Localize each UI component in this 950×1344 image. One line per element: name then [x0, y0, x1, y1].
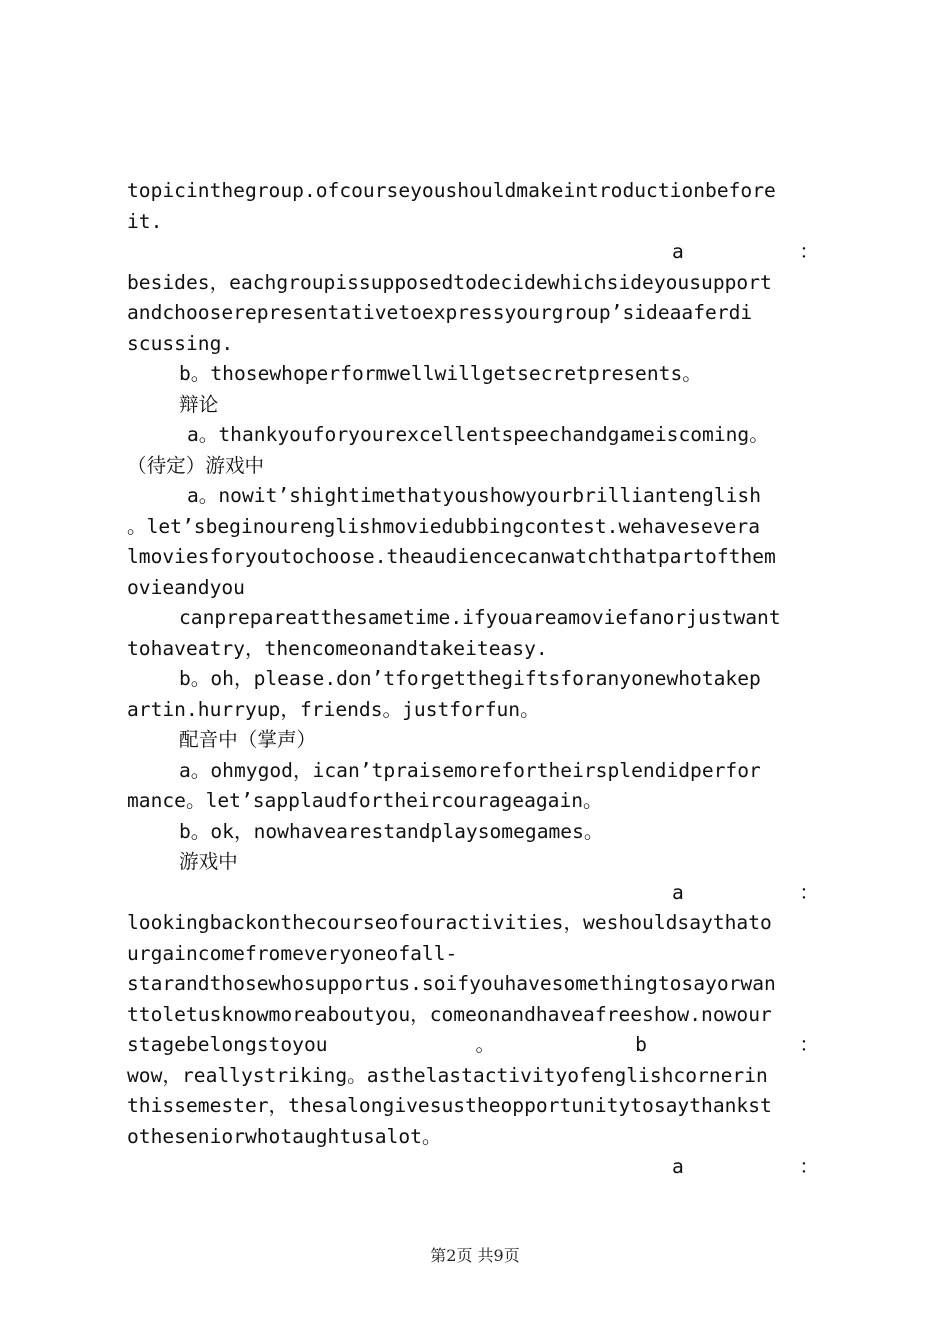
- text-line: b。ok，nowhavearestandplaysomegames。: [179, 819, 604, 843]
- sentence-period: 。: [475, 1033, 496, 1056]
- text-line: scussing.: [127, 331, 234, 355]
- text-line: thissemester，thesalongivesustheopportunitytosaythankst: [127, 1094, 772, 1117]
- text-line: a。ohmygod，ican’tpraisemorefortheirsplendidperfor: [179, 758, 761, 782]
- speaker-row: [127, 878, 833, 909]
- text-line: stagebelongstoyou: [127, 1033, 328, 1056]
- stage-direction: 配音中（掌声）: [179, 728, 317, 751]
- stage-direction: （待定）游戏中: [127, 453, 265, 477]
- speaker-label: a: [672, 1155, 684, 1178]
- text-line: ttoletusknowmoreaboutyou，comeonandhaveafreeshow.nowour: [127, 1002, 772, 1026]
- text-line: wow，reallystriking。asthelastactivityofenglishcornerin: [127, 1063, 768, 1087]
- speaker-label: a: [672, 240, 684, 263]
- speaker-row: [127, 237, 833, 268]
- stage-direction: 辩论: [179, 392, 219, 416]
- text-line: tohaveatry，thencomeonandtakeiteasy.: [127, 636, 548, 660]
- text-line: topicinthegroup.ofcourseyoushouldmakeintroductionbefore: [127, 179, 776, 202]
- text-line: a。thankyouforyourexcellentspeechandgameiscoming。: [187, 423, 769, 446]
- speaker-label: a: [672, 880, 684, 904]
- text-line: otheseniorwhotaughtusalot。: [127, 1124, 442, 1148]
- speaker-row: [127, 1030, 833, 1061]
- text-line: lmoviesforyoutochoose.theaudiencecanwatchthatpartofthem: [127, 545, 776, 568]
- text-line: mance。let’sapplaudfortheircourageagain。: [127, 789, 603, 812]
- text-line: urgaincomefromeveryoneofall-: [127, 941, 458, 965]
- speaker-label: b: [635, 1033, 647, 1056]
- text-line: 。let’sbeginourenglishmoviedubbingcontest.wehavesevera: [127, 514, 761, 538]
- text-line: it.: [127, 209, 163, 233]
- speaker-row: [127, 1152, 833, 1183]
- text-line: lookingbackonthecourseofouractivities，weshouldsaythato: [127, 911, 772, 934]
- text-line: a。nowit’shightimethatyoushowyourbrilliantenglish: [187, 484, 762, 507]
- speaker-colon: ：: [799, 880, 819, 904]
- text-line: andchooserepresentativetoexpressyourgroup’sideaaferdi: [127, 301, 753, 324]
- speaker-colon: ：: [799, 1033, 819, 1056]
- text-line: artin.hurryup，friends。justforfun。: [127, 697, 540, 721]
- speaker-colon: ：: [799, 240, 819, 263]
- text-line: ovieandyou: [127, 575, 245, 599]
- text-line: starandthosewhosupportus.soifyouhavesomethingtosayorwan: [127, 972, 776, 995]
- text-line: b。oh，please.don’tforgetthegiftsforanyonewhotakep: [179, 667, 761, 690]
- speaker-colon: ：: [799, 1155, 819, 1178]
- text-line: canprepareatthesametime.ifyouareamoviefanorjustwant: [179, 606, 781, 629]
- page-number-footer: 第2页 共9页: [430, 1246, 520, 1265]
- text-line: b。thosewhoperformwellwillgetsecretpresents。: [179, 362, 702, 385]
- document-body: [127, 176, 833, 1183]
- stage-direction: 游戏中: [179, 850, 238, 873]
- text-line: besides，eachgroupissupposedtodecidewhichsideyousupport: [127, 270, 772, 294]
